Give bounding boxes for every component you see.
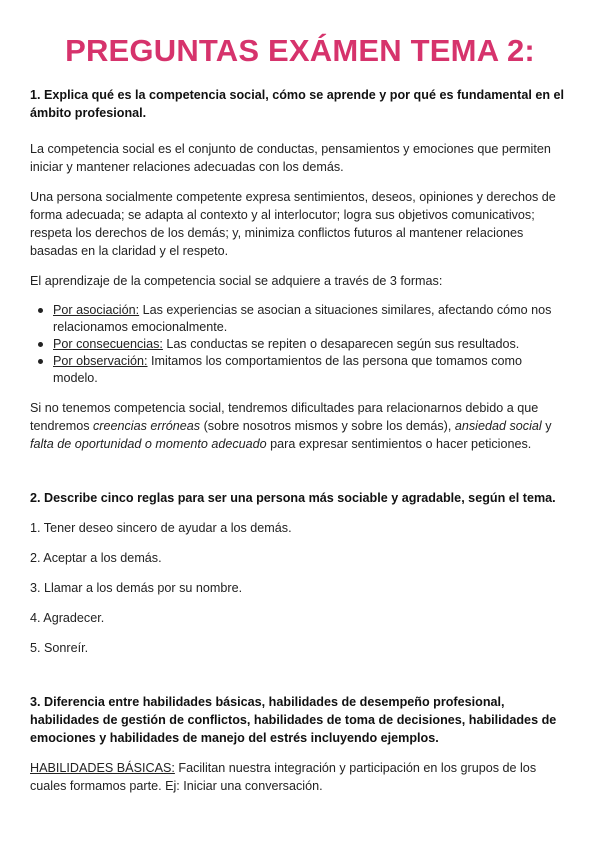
list-item-term: Por consecuencias: bbox=[53, 337, 163, 351]
question-3: 3. Diferencia entre habilidades básicas, habilidades de desempeño profesional, habilidades de gestión de conflictos, habilidades de toma de decisiones, habilidades de emociones y habilidades de manejo del estrés incluyendo ejemplos. bbox=[30, 695, 557, 745]
text-run: para expresar sentimientos o hacer peticiones. bbox=[266, 437, 532, 451]
learning-forms-list bbox=[30, 302, 570, 387]
q1-paragraph-consequences bbox=[30, 399, 570, 453]
rule-item: 3. Llamar a los demás por su nombre. bbox=[30, 581, 243, 595]
skill-text: Facilitan nuestra integración y participación en los grupos de los cuales formamos parte. Ej: Iniciar una conversación. bbox=[30, 761, 537, 793]
text-run: (sobre nosotros mismos y sobre los demás), bbox=[200, 419, 455, 433]
question-1: 1. Explica qué es la competencia social, cómo se aprende y por qué es fundamental en el ámbito profesional. bbox=[30, 88, 565, 120]
rule-item: 4. Agradecer. bbox=[30, 611, 105, 625]
page-title: PREGUNTAS EXÁMEN TEMA 2: bbox=[65, 33, 535, 68]
italic-term: falta de oportunidad o momento adecuado bbox=[30, 437, 267, 451]
rule-item: 5. Sonreír. bbox=[30, 641, 89, 655]
q1-paragraph-definition: La competencia social es el conjunto de conductas, pensamientos y emociones que permiten iniciar y mantener relaciones adecuadas con los demás. bbox=[30, 142, 551, 174]
text-run: Si no tenemos competencia social, tendremos dificultades para relacionarnos debido a que tendremos bbox=[30, 401, 539, 433]
q1-paragraph-learning-intro: El aprendizaje de la competencia social se adquiere a través de 3 formas: bbox=[30, 274, 443, 288]
list-item bbox=[30, 353, 570, 387]
list-item-text: Las experiencias se asocian a situaciones similares, afectando cómo nos relacionamos emocionalmente. bbox=[53, 303, 552, 334]
q3-paragraph-basic-skills bbox=[30, 759, 570, 795]
rule-item: 2. Aceptar a los demás. bbox=[30, 551, 162, 565]
list-item bbox=[30, 302, 570, 336]
question-2: 2. Describe cinco reglas para ser una persona más sociable y agradable, según el tema. bbox=[30, 491, 556, 505]
q1-paragraph-competent-person: Una persona socialmente competente expresa sentimientos, deseos, opiniones y derechos de forma adecuada; se adapta al contexto y al interlocutor; logra sus objetivos comunicativos; respeta los derechos de los demás; y, minimiza conflictos futuros al mantener relaciones basadas en la claridad y el respeto. bbox=[30, 190, 556, 258]
skill-term: HABILIDADES BÁSICAS: bbox=[30, 761, 175, 775]
list-item-term: Por asociación: bbox=[53, 303, 140, 317]
list-item bbox=[30, 336, 570, 353]
rule-item: 1. Tener deseo sincero de ayudar a los demás. bbox=[30, 521, 292, 535]
text-run: y bbox=[541, 419, 552, 433]
italic-term: creencias erróneas bbox=[93, 419, 201, 433]
list-item-term: Por observación: bbox=[53, 354, 148, 368]
list-item-text: Imitamos los comportamientos de las persona que tomamos como modelo. bbox=[53, 354, 522, 385]
italic-term: ansiedad social bbox=[454, 419, 542, 433]
list-item-text: Las conductas se repiten o desaparecen según sus resultados. bbox=[162, 337, 520, 351]
